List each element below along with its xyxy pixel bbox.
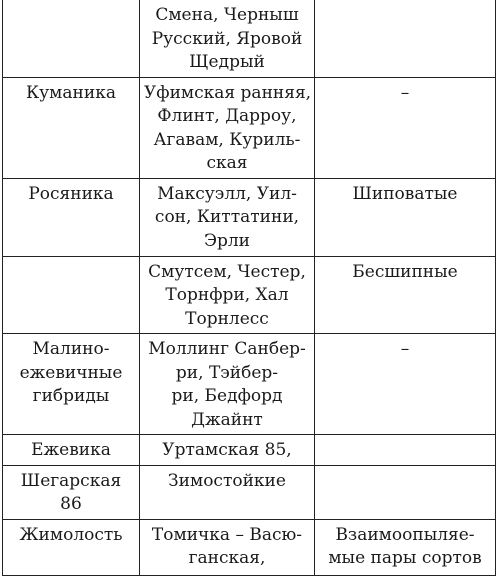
variety-line: Уртамская 85, <box>162 440 292 460</box>
variety-line: Русский, Яровой <box>151 28 303 49</box>
crop-cell <box>3 0 140 77</box>
crop-name: Куманика <box>26 82 116 103</box>
varieties-cell <box>140 256 315 334</box>
crop-name: Жимолость <box>19 524 123 545</box>
variety-line: Флинт, Дарроу, <box>157 106 297 126</box>
variety-line: Моллинг Санбер- <box>148 339 306 359</box>
variety-line: Зимостойкие <box>168 470 286 491</box>
varieties-cell <box>140 0 315 77</box>
varieties-cell <box>140 519 315 575</box>
varieties-table <box>2 0 496 576</box>
crop-name: 86 <box>60 494 82 514</box>
note-cell <box>315 256 496 334</box>
varieties-cell <box>140 435 315 466</box>
variety-line: Томичка – Васю- <box>151 524 303 545</box>
variety-line: Эрли <box>203 230 251 251</box>
table-row <box>3 519 496 575</box>
variety-line: сон, Киттатини, <box>154 207 300 227</box>
variety-line: ри, Бедфорд <box>171 386 283 406</box>
varieties-cell <box>140 77 315 178</box>
variety-line: ская <box>206 153 248 173</box>
crop-name: Шегарская <box>20 470 122 491</box>
variety-line: Торнлесс <box>185 308 269 329</box>
variety-line: Уфимская ранняя, <box>144 82 312 103</box>
crop-cell <box>3 256 140 334</box>
table-row <box>3 256 496 334</box>
note-line: Шиповатые <box>352 183 458 204</box>
variety-line: Щедрый <box>189 52 265 72</box>
note-line: Бесшипные <box>352 261 458 282</box>
table-row <box>3 178 496 256</box>
note-line: мые пары сортов <box>328 548 482 568</box>
note-line: Взаимоопыляе- <box>335 524 475 545</box>
crop-cell <box>3 519 140 575</box>
note-cell <box>315 519 496 575</box>
crop-name: Росяника <box>28 183 114 204</box>
crop-name: Ежевика <box>31 440 111 460</box>
note-cell <box>315 0 496 77</box>
note-line: – <box>400 339 410 359</box>
crop-cell <box>3 465 140 519</box>
note-cell <box>315 435 496 466</box>
varieties-cell <box>140 334 315 435</box>
table-row <box>3 0 496 77</box>
variety-line: Торнфри, Хал <box>165 285 289 305</box>
note-cell <box>315 465 496 519</box>
variety-line: Смена, Черныш <box>155 5 299 25</box>
note-line: – <box>400 82 410 103</box>
crop-cell <box>3 77 140 178</box>
table-row <box>3 334 496 435</box>
table-row <box>3 465 496 519</box>
crop-name: гибриды <box>32 386 110 406</box>
note-cell <box>315 178 496 256</box>
varieties-cell <box>140 465 315 519</box>
table-row <box>3 77 496 178</box>
crop-cell <box>3 178 140 256</box>
varieties-cell <box>140 178 315 256</box>
crop-name: ежевичные <box>19 362 123 383</box>
variety-line: ри, Тэйбер- <box>175 362 279 383</box>
crop-cell <box>3 334 140 435</box>
variety-line: Агавам, Куриль- <box>153 129 301 150</box>
table-row <box>3 435 496 466</box>
variety-line: Джайнт <box>191 409 263 430</box>
variety-line: Смутсем, Честер, <box>148 261 306 282</box>
note-cell <box>315 77 496 178</box>
note-cell <box>315 334 496 435</box>
crop-cell <box>3 435 140 466</box>
variety-line: Максуэлл, Уил- <box>157 183 297 204</box>
variety-line: ганская, <box>188 548 266 568</box>
crop-name: Малино- <box>32 339 110 359</box>
